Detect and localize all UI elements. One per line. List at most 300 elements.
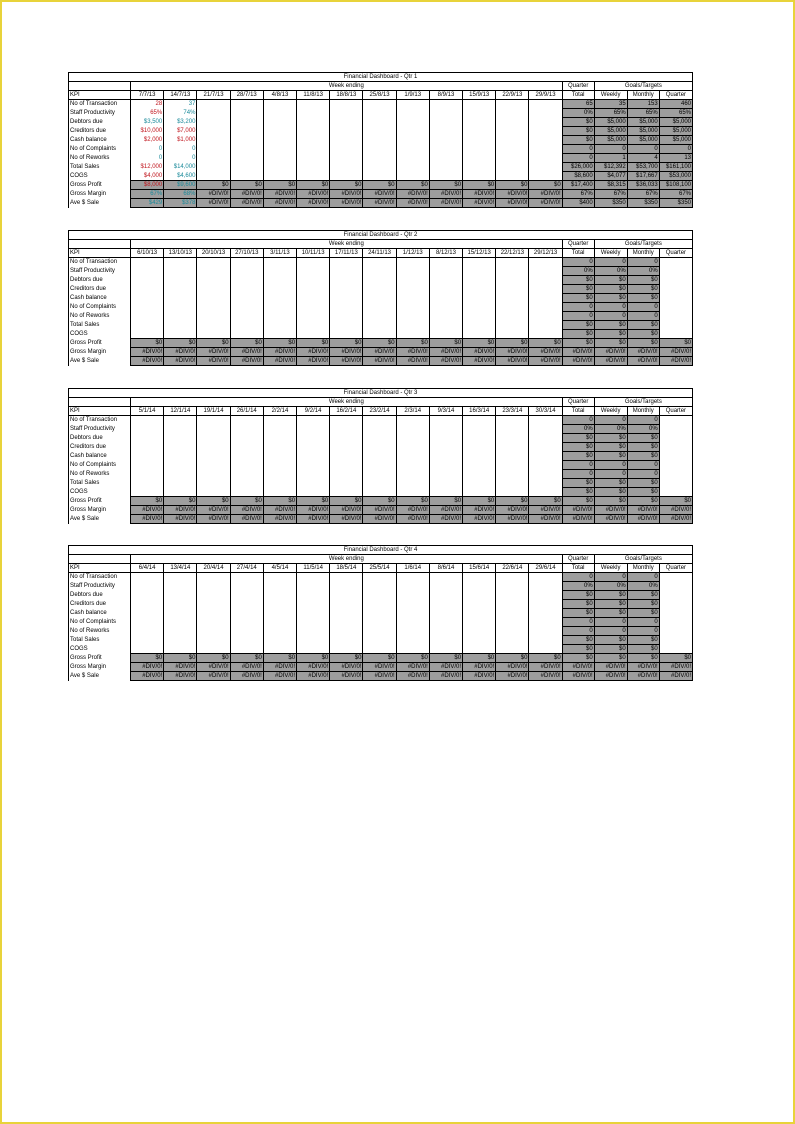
kpi-label: Gross Profit (69, 181, 131, 190)
monthly-goal: $36,033 (627, 181, 659, 190)
week-value: $7,000 (164, 127, 197, 136)
week-value: #DIV/0! (197, 190, 230, 199)
week-value (463, 488, 496, 497)
quarter-goal (659, 645, 692, 654)
week-value (529, 470, 562, 479)
kpi-label: No of Reworks (69, 627, 131, 636)
monthly-goal: $0 (627, 321, 659, 330)
quarter-total: #DIV/0! (562, 357, 594, 366)
week-value: $0 (363, 181, 396, 190)
kpi-label: No of Complaints (69, 145, 131, 154)
kpi-label: Debtors due (69, 276, 131, 285)
week-value (363, 582, 396, 591)
week-value (429, 321, 462, 330)
week-date-header: 29/9/13 (529, 91, 562, 100)
week-value: #DIV/0! (463, 199, 496, 208)
week-value (496, 600, 529, 609)
quarter-total: $0 (562, 330, 594, 339)
week-value (330, 645, 363, 654)
monthly-goal: 0 (627, 258, 659, 267)
week-value (496, 479, 529, 488)
week-value (230, 154, 263, 163)
monthly-goal: 0 (627, 470, 659, 479)
week-value (230, 636, 263, 645)
weekly-goal: $5,000 (594, 118, 627, 127)
week-date-header: 13/4/14 (164, 564, 197, 573)
week-date-header: 9/2/14 (297, 407, 330, 416)
kpi-label: Creditors due (69, 600, 131, 609)
quarter-goal: $0 (659, 339, 692, 348)
week-value: 0 (164, 154, 197, 163)
week-value: #DIV/0! (396, 663, 429, 672)
week-value (263, 479, 296, 488)
week-value (297, 136, 330, 145)
week-value: #DIV/0! (230, 199, 263, 208)
week-value (396, 258, 429, 267)
week-value (131, 294, 164, 303)
week-value (297, 294, 330, 303)
week-value (396, 618, 429, 627)
week-value (429, 118, 462, 127)
week-value: #DIV/0! (131, 348, 164, 357)
week-value (496, 312, 529, 321)
week-value (463, 645, 496, 654)
week-value (263, 145, 296, 154)
kpi-row (69, 425, 693, 434)
week-value (197, 645, 230, 654)
week-value: #DIV/0! (463, 506, 496, 515)
week-value: $0 (496, 181, 529, 190)
week-value (496, 118, 529, 127)
week-ending-header: Week ending (131, 240, 563, 249)
week-value (263, 312, 296, 321)
week-date-header: 24/11/13 (363, 249, 396, 258)
dashboard-title: Financial Dashboard - Qtr 3 (69, 389, 693, 398)
week-value (263, 330, 296, 339)
weekly-goal: $350 (594, 199, 627, 208)
week-value: $0 (297, 654, 330, 663)
week-value: #DIV/0! (263, 663, 296, 672)
weekly-goal: #DIV/0! (594, 515, 627, 524)
week-value (330, 312, 363, 321)
quarter-total: $0 (562, 136, 594, 145)
monthly-goal: $0 (627, 497, 659, 506)
week-value (230, 488, 263, 497)
kpi-label: Creditors due (69, 285, 131, 294)
week-date-header: 1/12/13 (396, 249, 429, 258)
quarter-goal: $161,100 (659, 163, 692, 172)
kpi-row (69, 461, 693, 470)
week-date-header: 23/3/14 (496, 407, 529, 416)
week-value: #DIV/0! (197, 357, 230, 366)
week-value (297, 573, 330, 582)
week-value (263, 285, 296, 294)
week-value (363, 276, 396, 285)
week-value (396, 321, 429, 330)
kpi-row (69, 618, 693, 627)
week-value (263, 276, 296, 285)
week-value (396, 163, 429, 172)
kpi-label: No of Reworks (69, 312, 131, 321)
week-value (396, 330, 429, 339)
quarter-goal: 67% (659, 190, 692, 199)
kpi-row (69, 127, 693, 136)
kpi-row (69, 312, 693, 321)
weekly-goal: $0 (594, 330, 627, 339)
monthly-goal: $0 (627, 600, 659, 609)
week-value (197, 452, 230, 461)
week-value (463, 452, 496, 461)
week-value (263, 573, 296, 582)
kpi-label: Debtors due (69, 434, 131, 443)
week-value (263, 618, 296, 627)
week-value (164, 600, 197, 609)
week-date-header: 29/12/13 (529, 249, 562, 258)
week-value (230, 118, 263, 127)
week-value (429, 312, 462, 321)
week-value (164, 312, 197, 321)
weekly-goal: 0 (594, 258, 627, 267)
week-date-header: 6/10/13 (131, 249, 164, 258)
week-value (429, 163, 462, 172)
week-value (496, 330, 529, 339)
weekly-goal: $0 (594, 294, 627, 303)
kpi-row (69, 357, 693, 366)
week-value: $0 (164, 654, 197, 663)
week-value (396, 582, 429, 591)
week-value (396, 276, 429, 285)
week-value (363, 600, 396, 609)
week-value (197, 591, 230, 600)
week-value: #DIV/0! (297, 506, 330, 515)
week-value (496, 303, 529, 312)
week-value (529, 452, 562, 461)
weekly-goal: 0 (594, 416, 627, 425)
week-value (297, 591, 330, 600)
kpi-label: Ave $ Sale (69, 357, 131, 366)
week-value: $0 (263, 497, 296, 506)
kpi-label: Cash balance (69, 452, 131, 461)
weekly-goal: $0 (594, 443, 627, 452)
week-value: $0 (297, 339, 330, 348)
week-value (330, 267, 363, 276)
week-value (529, 591, 562, 600)
week-value (529, 276, 562, 285)
week-value (330, 321, 363, 330)
week-value: $0 (496, 339, 529, 348)
monthly-header: Monthly (627, 249, 659, 258)
week-value (396, 303, 429, 312)
kpi-row (69, 506, 693, 515)
week-value: $4,000 (131, 172, 164, 181)
week-value (363, 609, 396, 618)
kpi-row (69, 645, 693, 654)
week-value (363, 145, 396, 154)
week-value (363, 154, 396, 163)
week-value (263, 416, 296, 425)
week-date-header: 27/10/13 (230, 249, 263, 258)
week-value (131, 618, 164, 627)
kpi-label: COGS (69, 330, 131, 339)
dashboard-table-qtr-2 (68, 230, 693, 366)
quarter-goal-header: Quarter (659, 407, 692, 416)
monthly-goal: 0 (627, 573, 659, 582)
quarter-total: #DIV/0! (562, 348, 594, 357)
weekly-goal: $0 (594, 497, 627, 506)
week-value (164, 582, 197, 591)
week-value (131, 470, 164, 479)
week-value (396, 145, 429, 154)
week-value (131, 443, 164, 452)
week-date-header: 29/6/14 (529, 564, 562, 573)
quarter-goal: 13 (659, 154, 692, 163)
week-value (164, 645, 197, 654)
week-date-header: 5/1/14 (131, 407, 164, 416)
week-value (529, 618, 562, 627)
quarter-total: $0 (562, 294, 594, 303)
week-value (297, 258, 330, 267)
week-date-header: 25/8/13 (363, 91, 396, 100)
week-value: #DIV/0! (429, 190, 462, 199)
week-value (297, 416, 330, 425)
kpi-label: Staff Productivity (69, 109, 131, 118)
week-value: #DIV/0! (330, 506, 363, 515)
week-value (496, 461, 529, 470)
quarter-goal (659, 600, 692, 609)
week-value (463, 172, 496, 181)
week-value (263, 452, 296, 461)
week-value (330, 285, 363, 294)
kpi-row (69, 199, 693, 208)
week-value (529, 303, 562, 312)
week-value (131, 645, 164, 654)
week-date-header: 8/9/13 (429, 91, 462, 100)
week-date-header: 11/5/14 (297, 564, 330, 573)
weekly-goal: $0 (594, 321, 627, 330)
week-value (230, 434, 263, 443)
week-value: #DIV/0! (396, 357, 429, 366)
kpi-label: Total Sales (69, 163, 131, 172)
week-value (496, 276, 529, 285)
week-value (529, 636, 562, 645)
weekly-goal: 0 (594, 303, 627, 312)
week-value (363, 470, 396, 479)
week-value (396, 100, 429, 109)
week-value (263, 488, 296, 497)
week-value (164, 443, 197, 452)
week-date-header: 1/6/14 (396, 564, 429, 573)
week-value: $9,600 (164, 181, 197, 190)
week-value (197, 163, 230, 172)
quarter-goal (659, 321, 692, 330)
week-value (463, 425, 496, 434)
week-value: $0 (197, 654, 230, 663)
week-value: #DIV/0! (263, 515, 296, 524)
week-value: #DIV/0! (363, 515, 396, 524)
week-value: $0 (529, 497, 562, 506)
week-value (463, 582, 496, 591)
quarter-goal: #DIV/0! (659, 672, 692, 681)
week-value: #DIV/0! (230, 357, 263, 366)
monthly-goal: $0 (627, 443, 659, 452)
week-value: $0 (363, 339, 396, 348)
kpi-row (69, 452, 693, 461)
week-value (463, 479, 496, 488)
week-value (330, 109, 363, 118)
kpi-label: COGS (69, 488, 131, 497)
quarter-goal: $53,000 (659, 172, 692, 181)
week-value (363, 267, 396, 276)
week-value (164, 267, 197, 276)
quarter-total: $0 (562, 276, 594, 285)
week-date-header: 7/7/13 (131, 91, 164, 100)
quarter-total: $0 (562, 452, 594, 461)
week-value: #DIV/0! (330, 515, 363, 524)
week-value: $14,000 (164, 163, 197, 172)
week-value: 65% (131, 109, 164, 118)
week-value: #DIV/0! (164, 515, 197, 524)
week-value: $2,000 (131, 136, 164, 145)
week-value (496, 294, 529, 303)
week-value: #DIV/0! (297, 348, 330, 357)
week-value (463, 627, 496, 636)
week-value (297, 303, 330, 312)
week-value (496, 258, 529, 267)
week-value (363, 258, 396, 267)
week-value (330, 416, 363, 425)
kpi-header-spacer (69, 555, 131, 564)
week-value (429, 591, 462, 600)
week-value: #DIV/0! (529, 663, 562, 672)
week-value (330, 479, 363, 488)
kpi-row (69, 470, 693, 479)
week-date-header: 15/9/13 (463, 91, 496, 100)
week-value (131, 425, 164, 434)
week-value (396, 443, 429, 452)
week-value: #DIV/0! (529, 199, 562, 208)
week-value (363, 591, 396, 600)
week-value (429, 488, 462, 497)
week-value: #DIV/0! (263, 348, 296, 357)
week-value (330, 154, 363, 163)
weekly-goal: $0 (594, 434, 627, 443)
week-value: $0 (230, 181, 263, 190)
quarter-goal: $0 (659, 497, 692, 506)
week-value (330, 452, 363, 461)
week-value: #DIV/0! (297, 190, 330, 199)
week-value (297, 609, 330, 618)
week-value (230, 258, 263, 267)
monthly-goal: $0 (627, 488, 659, 497)
week-value (463, 163, 496, 172)
week-value (197, 609, 230, 618)
week-value: $0 (529, 654, 562, 663)
quarter-goal: 0 (659, 145, 692, 154)
week-value (396, 136, 429, 145)
quarter-total: 0 (562, 618, 594, 627)
week-value (330, 600, 363, 609)
quarter-total: #DIV/0! (562, 672, 594, 681)
quarter-goal (659, 591, 692, 600)
week-value (230, 285, 263, 294)
week-value (230, 312, 263, 321)
week-value (263, 118, 296, 127)
total-header: Total (562, 564, 594, 573)
week-date-header: 19/1/14 (197, 407, 230, 416)
week-value (429, 294, 462, 303)
kpi-label: No of Reworks (69, 154, 131, 163)
kpi-header: KPI (69, 407, 131, 416)
week-value (396, 470, 429, 479)
week-value: #DIV/0! (164, 672, 197, 681)
quarter-total: $0 (562, 339, 594, 348)
week-value (463, 573, 496, 582)
week-value (396, 479, 429, 488)
week-value: #DIV/0! (297, 515, 330, 524)
week-value (330, 573, 363, 582)
week-value: #DIV/0! (463, 672, 496, 681)
week-value (330, 461, 363, 470)
week-value (396, 118, 429, 127)
week-value (463, 258, 496, 267)
week-value (529, 294, 562, 303)
week-value (429, 145, 462, 154)
week-value (463, 443, 496, 452)
week-date-header: 27/4/14 (230, 564, 263, 573)
kpi-row (69, 434, 693, 443)
week-value (230, 172, 263, 181)
week-value (496, 452, 529, 461)
week-value (297, 312, 330, 321)
week-value: #DIV/0! (263, 190, 296, 199)
quarter-goal (659, 303, 692, 312)
week-value: $0 (463, 497, 496, 506)
week-value (297, 172, 330, 181)
quarter-goal (659, 425, 692, 434)
quarter-total: #DIV/0! (562, 515, 594, 524)
week-value: $378 (164, 199, 197, 208)
week-value: #DIV/0! (197, 663, 230, 672)
kpi-label: Gross Margin (69, 506, 131, 515)
week-value: #DIV/0! (297, 672, 330, 681)
quarter-total: $0 (562, 118, 594, 127)
weekly-goal: 0% (594, 582, 627, 591)
week-value (496, 443, 529, 452)
week-value: #DIV/0! (529, 515, 562, 524)
week-date-header: 22/6/14 (496, 564, 529, 573)
week-value: #DIV/0! (131, 506, 164, 515)
week-value (330, 294, 363, 303)
week-value (164, 452, 197, 461)
week-value: $0 (297, 181, 330, 190)
kpi-row (69, 479, 693, 488)
kpi-header-spacer (69, 240, 131, 249)
week-value (429, 276, 462, 285)
week-value: #DIV/0! (197, 672, 230, 681)
monthly-header: Monthly (627, 564, 659, 573)
goals-header: Goals/Targets (594, 555, 692, 564)
week-value (429, 154, 462, 163)
week-value (396, 267, 429, 276)
week-value (396, 609, 429, 618)
quarter-total: 0 (562, 416, 594, 425)
week-value (396, 154, 429, 163)
quarter-total: #DIV/0! (562, 663, 594, 672)
kpi-label: No of Reworks (69, 470, 131, 479)
week-value (396, 573, 429, 582)
week-value (297, 285, 330, 294)
week-value: $3,500 (131, 118, 164, 127)
